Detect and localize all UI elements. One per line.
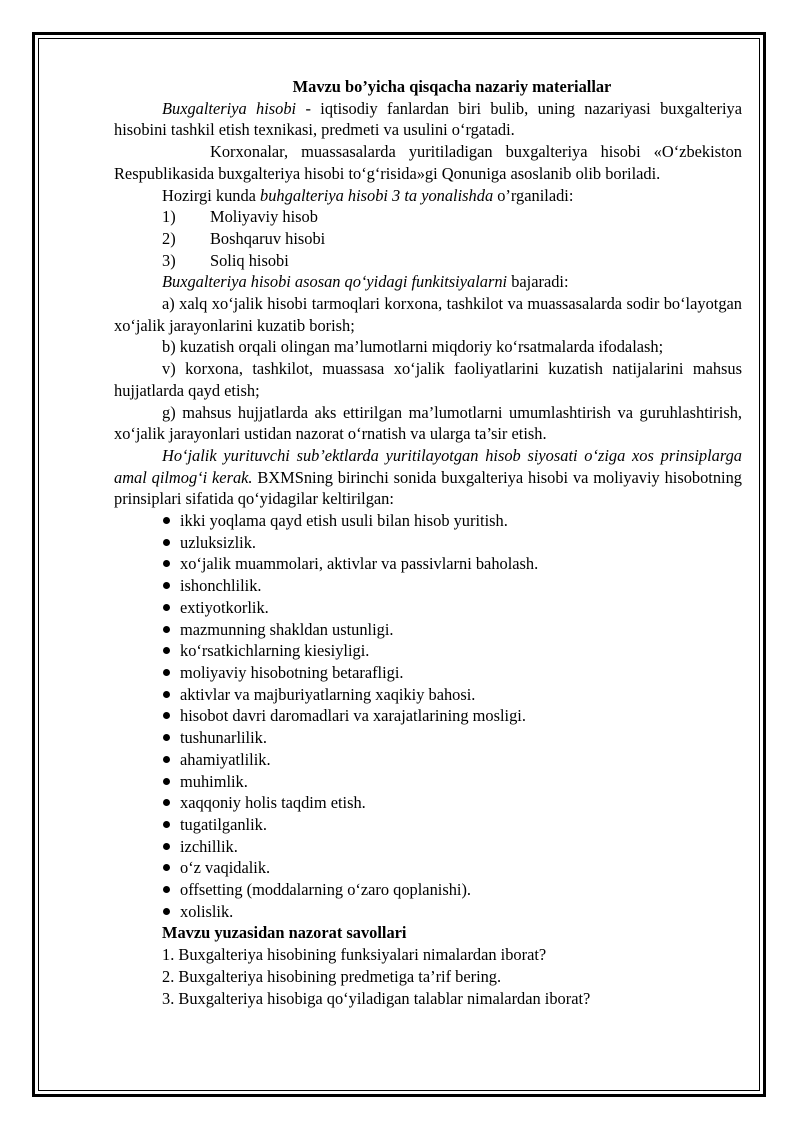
principle-text: ishonchlilik. [180, 576, 262, 596]
principle-item [114, 857, 742, 879]
principle-item [114, 640, 742, 662]
direction-label: Moliyaviy hisob [210, 207, 318, 227]
direction-item [114, 206, 742, 228]
functions-list [114, 293, 742, 445]
principle-text: aktivlar va majburiyatlarning xaqikiy bahosi. [180, 684, 476, 704]
principle-item [114, 662, 742, 684]
principle-text: hisobot davri daromadlari va xarajatlarining mosligi. [180, 706, 526, 726]
principle-item [114, 792, 742, 814]
principle-item [114, 705, 742, 727]
principle-text: xo‘jalik muammolari, aktivlar va passivlarni baholash. [180, 554, 539, 574]
principle-item [114, 814, 742, 836]
bullet-icon [163, 517, 170, 524]
principle-text: ahamiyatlilik. [180, 749, 271, 769]
direction-item [114, 250, 742, 272]
principle-item [114, 619, 742, 641]
principle-item [114, 771, 742, 793]
bullet-icon [163, 778, 170, 785]
principle-item [114, 532, 742, 554]
bullet-icon [163, 799, 170, 806]
principle-text: moliyaviy hisobotning betarafligi. [180, 662, 404, 682]
principle-item [114, 901, 742, 923]
intro-definition: - iqtisodiy fanlardan biri bulib, uning nazariyasi buxgalteriya hisobini tashkil etish texnikasi, predmeti va usulini o‘rgatadi. [114, 98, 742, 140]
bullet-icon [163, 582, 170, 589]
direction-item [114, 228, 742, 250]
principle-text: offsetting (moddalarning o‘zaro qoplanishi). [180, 880, 472, 900]
bullet-icon [163, 821, 170, 828]
bullet-icon [163, 908, 170, 915]
direction-number: 3) [162, 250, 176, 270]
questions-list [114, 944, 742, 1009]
principle-text: tugatilganlik. [180, 814, 267, 834]
function-item: g) mahsus hujjatlarda aks ettirilgan ma’lumotlarni umumlashtirish va guruhlashtirish, xo‘jalik jarayonlari ustidan nazorat o‘rnatish va ularga ta’sir etish. [114, 402, 742, 444]
principle-text: muhimlik. [180, 771, 248, 791]
direction-number: 1) [162, 207, 176, 227]
principle-item [114, 553, 742, 575]
principle-text: extiyotkorlik. [180, 597, 269, 617]
principle-item [114, 879, 742, 901]
document-body [114, 76, 742, 1009]
direction-label: Boshqaruv hisobi [210, 228, 326, 248]
bullet-icon [163, 539, 170, 546]
principle-text: o‘z vaqidalik. [180, 858, 271, 878]
principle-item [114, 836, 742, 858]
bullet-icon [163, 734, 170, 741]
principle-item [114, 749, 742, 771]
principles-list [114, 510, 742, 922]
question-item: 3. Buxgalteriya hisobiga qo‘yiladigan talablar nimalardan iborat? [162, 988, 591, 1008]
bullet-icon [163, 712, 170, 719]
direction-number: 2) [162, 228, 176, 248]
principle-text: ko‘rsatkichlarning kiesiyligi. [180, 641, 370, 661]
principle-item [114, 684, 742, 706]
functions-lead: Buxgalteriya hisobi asosan qo‘yidagi funkitsiyalarni bajaradi: [162, 272, 569, 292]
function-item: b) kuzatish orqali olingan ma’lumotlarni miqdoriy ko‘rsatmalarda ifodalash; [162, 337, 664, 357]
principle-text: tushunarlilik. [180, 728, 267, 748]
bullet-icon [163, 691, 170, 698]
bullet-icon [163, 843, 170, 850]
bullet-icon [163, 886, 170, 893]
bullet-icon [163, 647, 170, 654]
principle-text: izchillik. [180, 836, 238, 856]
principle-text: xaqqoniy holis taqdim etish. [180, 793, 366, 813]
bullet-icon [163, 669, 170, 676]
page-title: Mavzu bo’yicha qisqacha nazariy materiallar [292, 77, 612, 96]
function-item: v) korxona, tashkilot, muassasa xo‘jalik faoliyatlarini kuzatish natijalarini mahsus hujjatlarda qayd etish; [114, 359, 742, 400]
bullet-icon [163, 560, 170, 567]
questions-heading: Mavzu yuzasidan nazorat savollari [162, 923, 407, 943]
function-item: a) xalq xo‘jalik hisobi tarmoqlari korxona, tashkilot va muassasalarda sodir bo‘layotgan xo‘jalik jarayonlarini kuzatib borish; [114, 294, 742, 335]
direction-label: Soliq hisobi [210, 250, 289, 270]
principle-item [114, 597, 742, 619]
question-item: 1. Buxgalteriya hisobining funksiyalari nimalardan iborat? [162, 945, 547, 965]
bullet-icon [163, 626, 170, 633]
principle-item [114, 575, 742, 597]
bullet-icon [163, 604, 170, 611]
legal-paragraph: Korxonalar, muassasalarda yuritiladigan buxgalteriya hisobi «O‘zbekiston Respublikasida buxgalteriya hisobi to‘g‘risida»gi Qonuniga asoslanib olib boriladi. [114, 142, 742, 183]
bullet-icon [163, 864, 170, 871]
intro-term: Buxgalteriya hisobi [162, 98, 297, 118]
principle-text: ikki yoqlama qayd etish usuli bilan hisob yuritish. [180, 511, 508, 531]
directions-list [114, 206, 742, 271]
principle-text: mazmunning shakldan ustunligi. [180, 619, 394, 639]
directions-lead: Hozirgi kunda buhgalteriya hisobi 3 ta yonalishda o’rganiladi: [162, 185, 574, 205]
bullet-icon [163, 756, 170, 763]
principle-item [114, 510, 742, 532]
principles-lead: Ho‘jalik yurituvchi sub’ektlarda yuritilayotgan hisob siyosati o‘ziga xos prinsiplarga amal qilmog‘i kerak. BXMSning birinchi sonida buxgalteriya hisobi va moliyaviy hisobotning prinsiplari sifatida qo‘yidagilar keltirilgan: [114, 445, 742, 509]
intro-paragraph [114, 98, 742, 141]
principle-item [114, 727, 742, 749]
principle-text: uzluksizlik. [180, 532, 257, 552]
question-item: 2. Buxgalteriya hisobining predmetiga ta’rif bering. [162, 966, 502, 986]
principle-text: xolislik. [180, 901, 234, 921]
